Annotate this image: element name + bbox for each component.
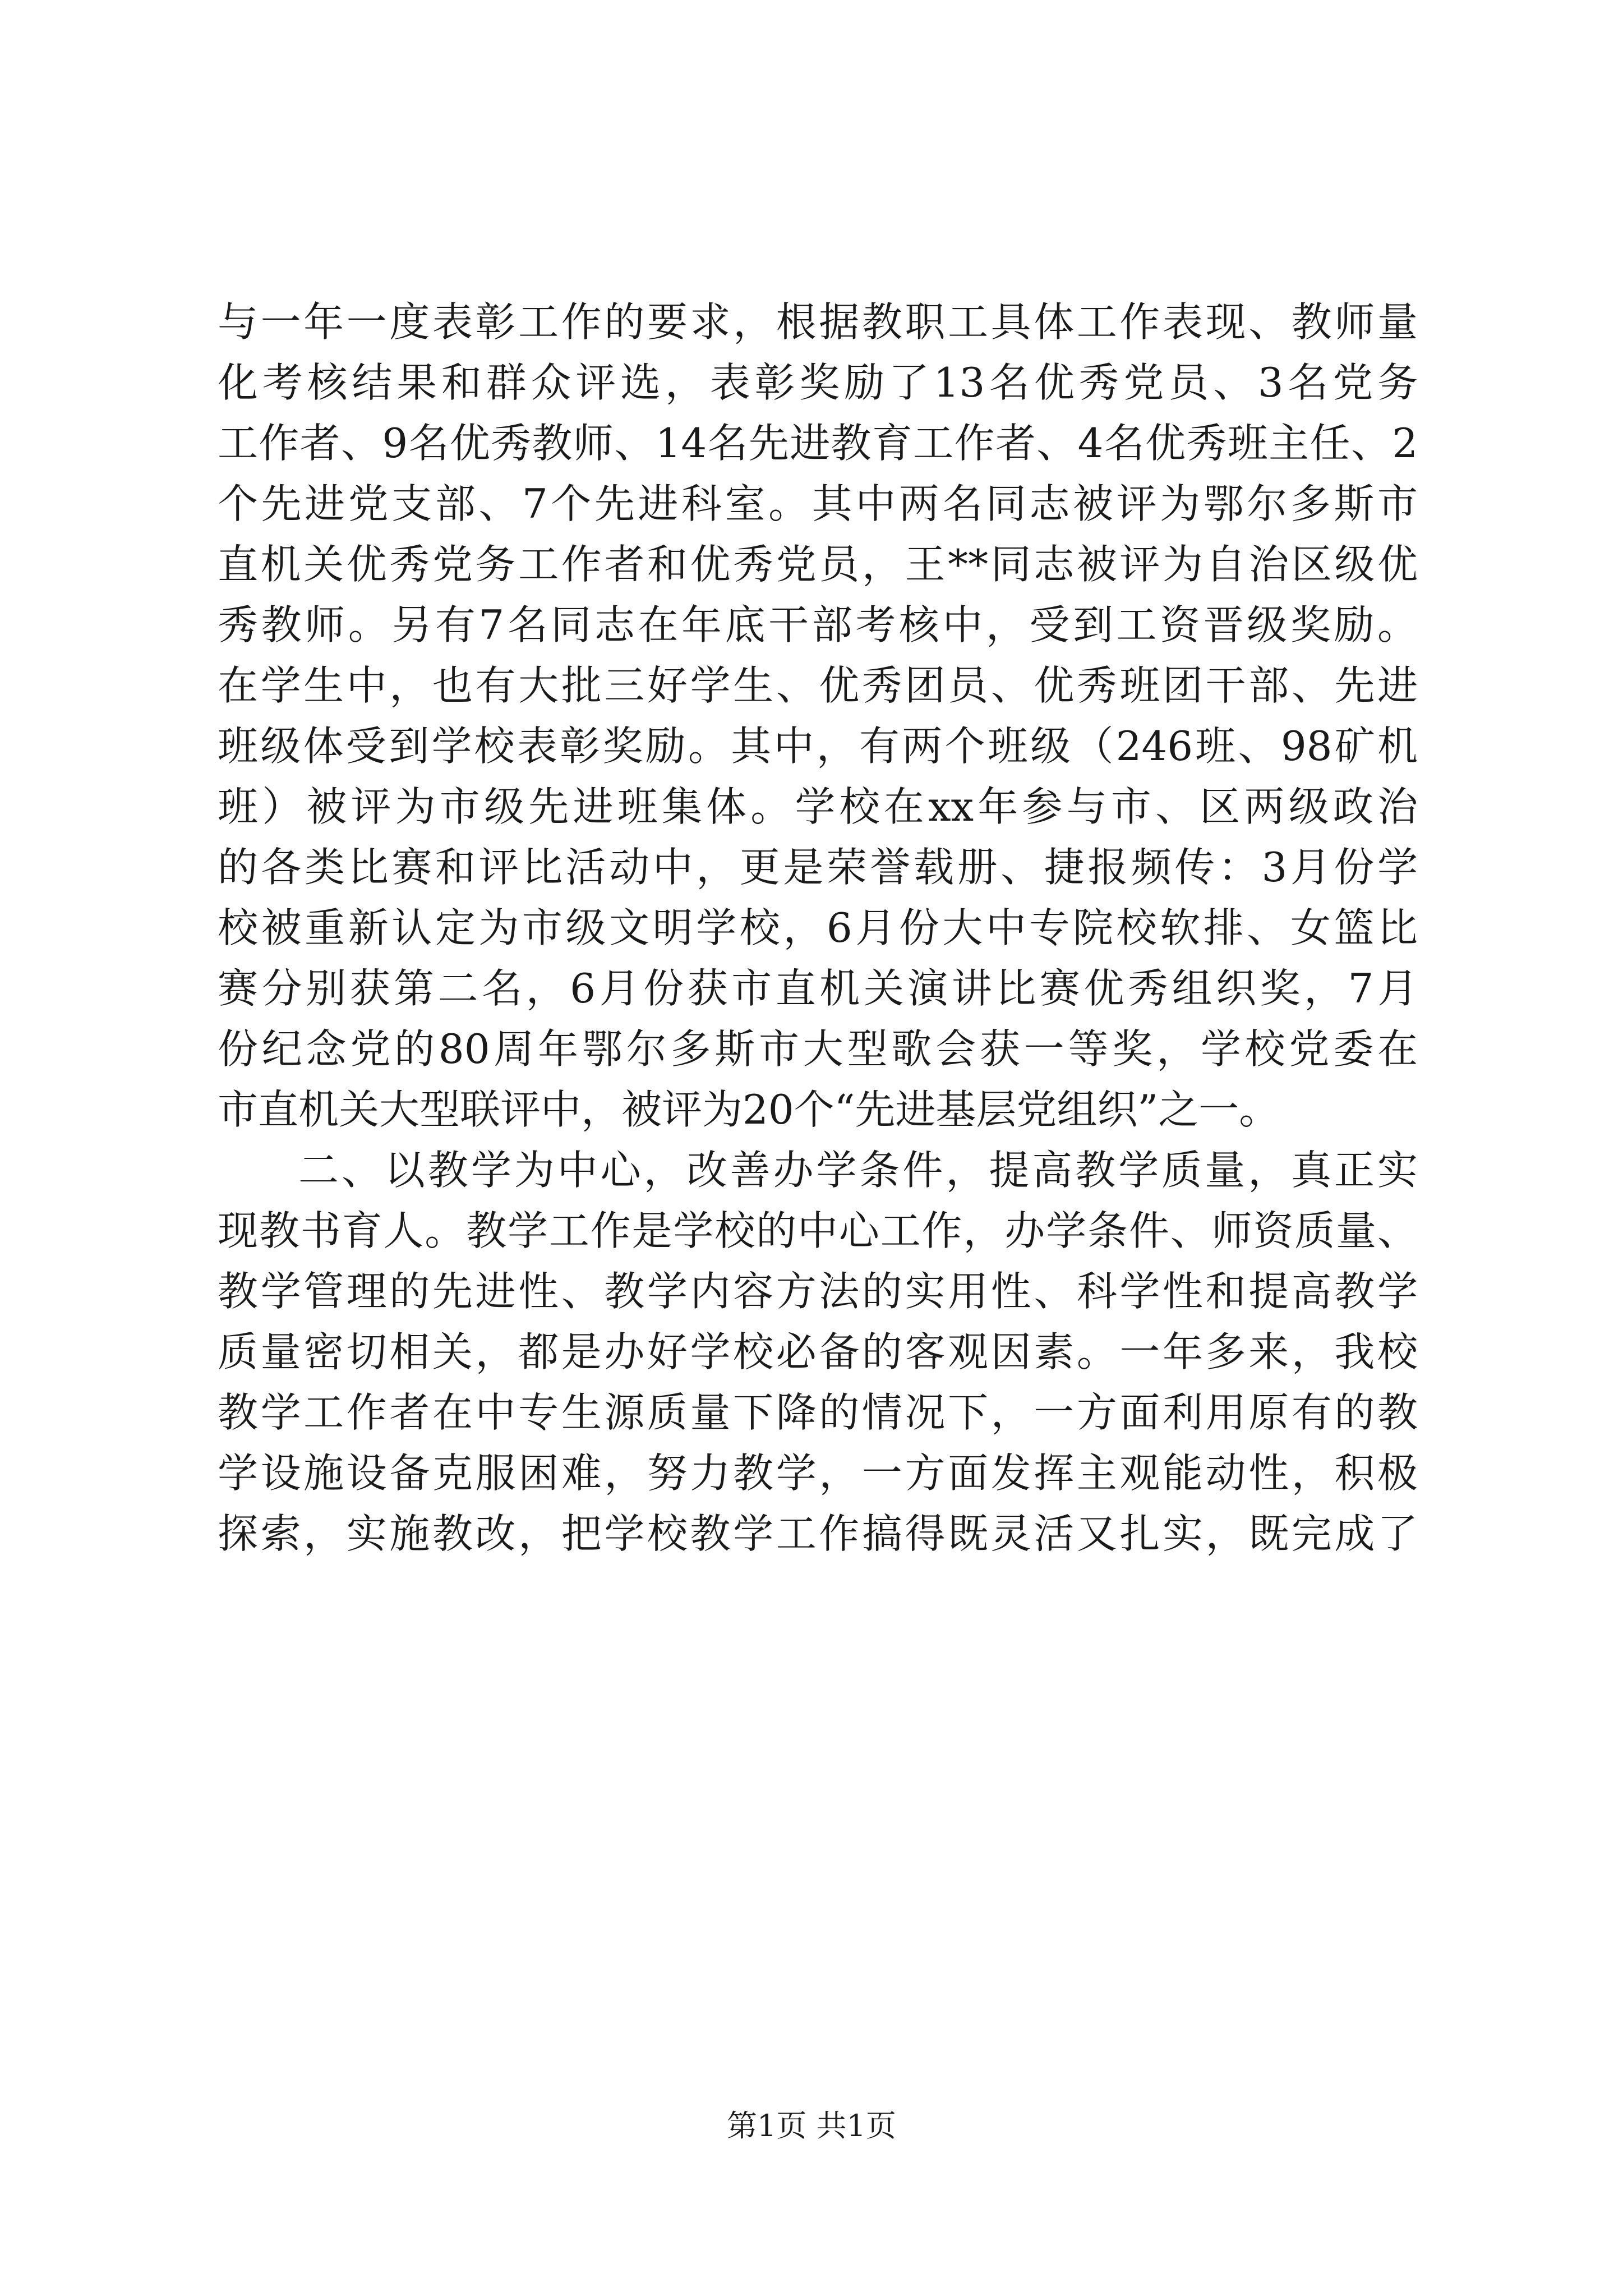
text-line: 赛分别获第二名，6月份获市直机关演讲比赛优秀组织奖，7月 [218, 965, 1418, 1012]
text-line: 的各类比赛和评比活动中，更是荣誉载册、捷报频传：3月份学 [218, 844, 1418, 891]
text-line: 探索，实施教改，把学校教学工作搞得既灵活又扎实，既完成了 [218, 1510, 1418, 1557]
text-line: 现教书育人。教学工作是学校的中心工作，办学条件、师资质量、 [218, 1207, 1418, 1254]
text-line: 班）被评为市级先进班集体。学校在xx年参与市、区两级政治 [218, 783, 1418, 830]
page-footer [0, 2106, 1623, 2146]
text-line: 个先进党支部、7个先进科室。其中两名同志被评为鄂尔多斯市 [218, 480, 1418, 527]
text-line: 质量密切相关，都是办好学校必备的客观因素。一年多来，我校 [218, 1328, 1418, 1375]
text-line: 学设施设备克服困难，努力教学，一方面发挥主观能动性，积极 [218, 1450, 1418, 1497]
text-line: 直机关优秀党务工作者和优秀党员，王**同志被评为自治区级优 [218, 541, 1418, 588]
text-line: 教学工作者在中专生源质量下降的情况下，一方面利用原有的教 [218, 1389, 1418, 1436]
text-line: 班级体受到学校表彰奖励。其中，有两个班级（246班、98矿机 [218, 723, 1418, 770]
text-line: 校被重新认定为市级文明学校，6月份大中专院校软排、女篮比 [218, 904, 1418, 951]
paragraph-teaching [218, 1140, 1418, 1564]
page-number-label: 第1页 共1页 [727, 2108, 896, 2143]
paragraph-awards [218, 292, 1418, 1140]
text-line: 秀教师。另有7名同志在年底干部考核中，受到工资晋级奖励。 [218, 601, 1418, 648]
document-body [218, 292, 1418, 1564]
text-line: 化考核结果和群众评选，表彰奖励了13名优秀党员、3名党务 [218, 359, 1418, 406]
text-line: 在学生中，也有大批三好学生、优秀团员、优秀班团干部、先进 [218, 662, 1418, 709]
text-line: 教学管理的先进性、教学内容方法的实用性、科学性和提高教学 [218, 1268, 1418, 1315]
text-line: 二、以教学为中心，改善办学条件，提高教学质量，真正实 [298, 1147, 1418, 1194]
text-line: 工作者、9名优秀教师、14名先进教育工作者、4名优秀班主任、2 [218, 420, 1418, 467]
text-line: 与一年一度表彰工作的要求，根据教职工具体工作表现、教师量 [218, 298, 1418, 346]
text-line: 份纪念党的80周年鄂尔多斯市大型歌会获一等奖，学校党委在 [218, 1025, 1418, 1073]
text-line: 市直机关大型联评中，被评为20个“先进基层党组织”之一。 [218, 1086, 1280, 1133]
